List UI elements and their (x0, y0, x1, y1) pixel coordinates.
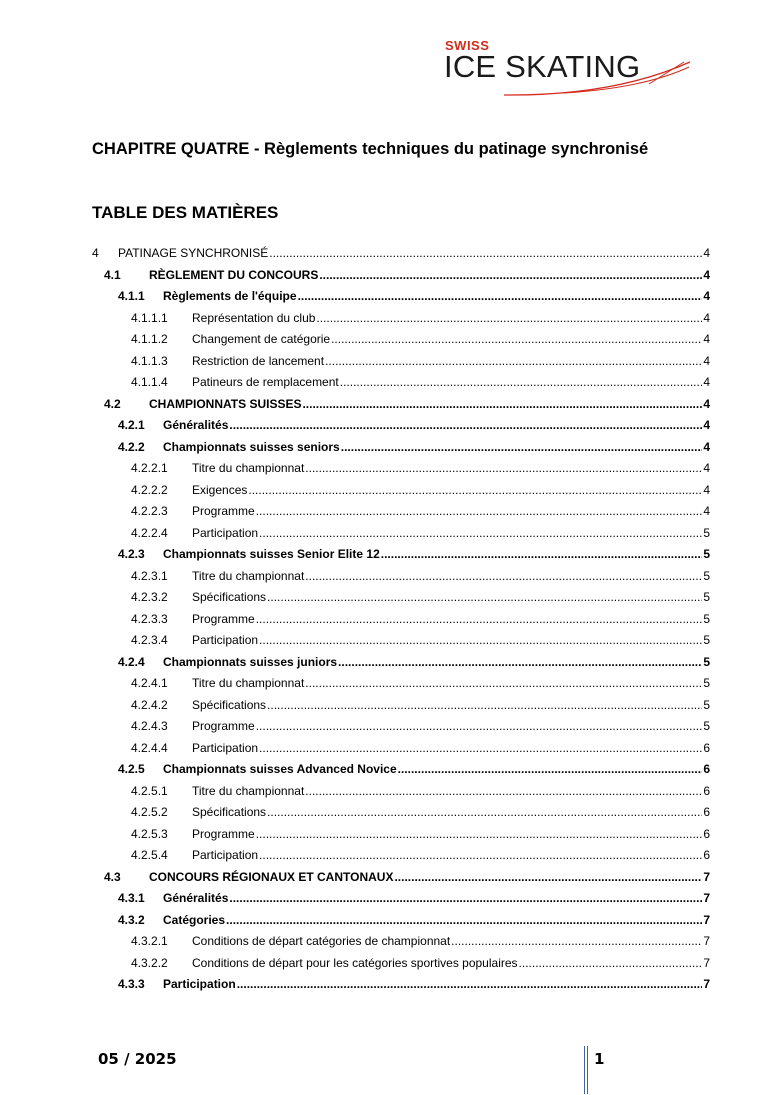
toc-entry[interactable] (118, 759, 710, 779)
toc-entry-number: 4.3.2 (118, 912, 145, 927)
footer-divider (587, 1046, 588, 1094)
logo-ice-skating-text: ICE SKATING (444, 49, 641, 84)
toc-entry[interactable] (131, 824, 710, 844)
toc-entry-page: 4 (703, 504, 710, 518)
toc-entry-page: 4 (703, 375, 710, 389)
toc-entry-page: 6 (703, 826, 710, 841)
toc-entry-page: 5 (703, 654, 710, 669)
footer-page-number: 1 (594, 1050, 605, 1068)
toc-entry[interactable] (118, 888, 710, 908)
toc-entry[interactable] (131, 329, 710, 349)
toc-entry[interactable] (131, 673, 710, 693)
toc-entry[interactable] (118, 437, 710, 457)
toc-entry-number: 4.2.4.2 (131, 697, 168, 712)
toc-entry-title: Titre du championnat (192, 568, 305, 583)
toc-entry[interactable] (131, 845, 710, 865)
toc-entry-number: 4.2.4.4 (131, 740, 168, 755)
toc-entry[interactable] (131, 953, 710, 973)
toc-dot-leader (325, 351, 702, 371)
toc-entry-number: 4.2.3.2 (131, 590, 168, 604)
toc-entry-title: Spécifications (192, 805, 267, 819)
toc-entry-title: Changement de catégorie (192, 332, 331, 346)
toc-entry-page: 6 (703, 762, 710, 776)
toc-dot-leader (398, 759, 703, 779)
toc-dot-leader (305, 458, 702, 478)
toc-dot-leader (229, 888, 702, 908)
toc-entry-number: 4.2.4.3 (131, 719, 168, 733)
toc-entry-page: 5 (703, 568, 710, 583)
toc-entry-page: 4 (703, 267, 710, 282)
toc-entry-number: 4 (92, 246, 99, 260)
toc-entry-title: Restriction de lancement (192, 353, 325, 368)
toc-entry-number: 4.1.1.2 (131, 332, 168, 346)
toc-entry-number: 4.2.4.1 (131, 676, 168, 690)
toc-entry-number: 4.2.2.1 (131, 461, 168, 475)
toc-entry-number: 4.1.1 (118, 289, 145, 303)
toc-entry[interactable] (104, 867, 710, 887)
toc-entry-number: 4.2.2 (118, 439, 145, 454)
toc-entry-page: 5 (703, 590, 710, 604)
toc-entry-page: 7 (703, 955, 710, 970)
toc-entry-title: Titre du championnat (192, 676, 305, 690)
toc-entry-number: 4.2.3 (118, 547, 145, 561)
toc-entry-title: Spécifications (192, 590, 267, 604)
toc-entry[interactable] (131, 566, 710, 586)
toc-entry-page: 7 (703, 912, 710, 927)
chapter-title: CHAPITRE QUATRE - Règlements techniques du patinage synchronisé (92, 140, 649, 158)
toc-dot-leader (319, 265, 702, 285)
toc-entry-page: 4 (703, 310, 710, 325)
toc-entry-number: 4.2.5 (118, 762, 145, 776)
toc-entry-number: 4.3.2.1 (131, 934, 168, 948)
toc-entry-number: 4.2.1 (118, 418, 145, 432)
toc-entry-title: Programme (192, 611, 255, 626)
toc-entry-page: 6 (703, 848, 710, 862)
toc-heading: TABLE DES MATIÈRES (92, 203, 279, 222)
toc-dot-leader (340, 372, 703, 392)
toc-dot-leader (331, 329, 702, 349)
toc-dot-leader (519, 953, 703, 973)
toc-entry-title: Championnats suisses Senior Elite 12 (163, 547, 380, 561)
toc-entry-title: CHAMPIONNATS SUISSES (149, 396, 302, 411)
toc-entry[interactable] (104, 265, 710, 285)
toc-entry-number: 4.1.1.4 (131, 375, 168, 389)
toc-entry-number: 4.2.2.3 (131, 504, 168, 518)
toc-entry-page: 6 (703, 805, 710, 819)
toc-dot-leader (256, 716, 703, 736)
toc-entry-title: PATINAGE SYNCHRONISÉ (118, 246, 269, 260)
toc-entry-page: 4 (703, 396, 710, 411)
toc-entry[interactable] (131, 308, 710, 328)
toc-entry-title: Participation (192, 525, 259, 540)
toc-entry[interactable] (131, 931, 710, 951)
toc-entry-page: 5 (703, 611, 710, 626)
toc-dot-leader (298, 286, 703, 306)
toc-dot-leader (451, 931, 702, 951)
toc-entry-title: Championnats suisses Advanced Novice (163, 762, 397, 776)
logo-swiss-text: SWISS (445, 38, 490, 53)
toc-entry-number: 4.2 (104, 396, 121, 411)
toc-dot-leader (394, 867, 702, 887)
toc-dot-leader (259, 738, 702, 758)
toc-entry[interactable] (131, 351, 710, 371)
toc-dot-leader (341, 437, 703, 457)
toc-entry-title: Programme (192, 826, 255, 841)
toc-entry-page: 5 (703, 719, 710, 733)
toc-entry-page: 5 (703, 547, 710, 561)
toc-dot-leader (226, 910, 702, 930)
toc-entry-number: 4.1 (104, 267, 121, 282)
toc-entry-number: 4.3.2.2 (131, 955, 168, 970)
toc-entry-number: 4.2.5.3 (131, 826, 168, 841)
toc-entry[interactable] (131, 458, 710, 478)
toc-entry-title: Titre du championnat (192, 461, 305, 475)
toc-entry[interactable] (131, 716, 710, 736)
toc-entry-title: Conditions de départ catégories de championnat (192, 934, 451, 948)
toc-dot-leader (259, 523, 702, 543)
toc-entry-title: Conditions de départ pour les catégories sportives populaires (192, 955, 518, 970)
toc-entry[interactable] (118, 544, 710, 564)
toc-entry[interactable] (131, 630, 710, 650)
toc-entry[interactable] (131, 372, 710, 392)
toc-entry-title: Généralités (163, 891, 229, 905)
footer-divider (584, 1046, 585, 1094)
toc-entry-page: 5 (703, 697, 710, 712)
toc-entry-page: 4 (703, 246, 710, 260)
toc-entry-title: Championnats suisses juniors (163, 654, 338, 669)
toc-entry-page: 4 (703, 353, 710, 368)
toc-entry[interactable] (131, 523, 710, 543)
toc-entry-title: Participation (192, 740, 259, 755)
toc-entry-number: 4.1.1.3 (131, 353, 168, 368)
toc-entry-page: 7 (703, 869, 710, 884)
toc-entry[interactable] (131, 480, 710, 500)
toc-entry-page: 7 (703, 934, 710, 948)
toc-dot-leader (259, 630, 702, 650)
toc-entry[interactable] (131, 587, 710, 607)
toc-entry-title: Représentation du club (192, 310, 316, 325)
toc-entry-number: 4.2.2.4 (131, 525, 168, 540)
toc-entry[interactable] (118, 415, 710, 435)
toc-entry-number: 4.2.3.1 (131, 568, 168, 583)
toc-entry-title: Généralités (163, 418, 229, 432)
toc-entry[interactable] (131, 609, 710, 629)
toc-entry-title: Championnats suisses seniors (163, 439, 340, 454)
toc-entry-number: 4.2.3.3 (131, 611, 168, 626)
toc-entry-number: 4.3.3 (118, 977, 145, 991)
toc-entry-title: Catégories (163, 912, 226, 927)
toc-dot-leader (305, 566, 702, 586)
toc-dot-leader (267, 695, 702, 715)
toc-dot-leader (305, 781, 702, 801)
toc-dot-leader (305, 673, 702, 693)
toc-entry-page: 5 (703, 676, 710, 690)
toc-entry[interactable] (131, 802, 710, 822)
toc-entry-page: 7 (703, 891, 710, 905)
toc-entry-page: 6 (703, 783, 710, 798)
toc-dot-leader (256, 501, 703, 521)
toc-entry-number: 4.2.5.1 (131, 783, 168, 798)
toc-dot-leader (237, 974, 703, 994)
toc-entry-title: Règlements de l'équipe (163, 289, 297, 303)
toc-entry-title: Patineurs de remplacement (192, 375, 339, 389)
swiss-ice-skating-logo (444, 38, 694, 100)
toc-entry-title: Participation (163, 977, 236, 991)
toc-entry-number: 4.2.5.2 (131, 805, 168, 819)
toc-dot-leader (248, 480, 702, 500)
toc-entry-title: Titre du championnat (192, 783, 305, 798)
toc-entry-title: Participation (192, 848, 259, 862)
toc-entry[interactable] (104, 394, 710, 414)
toc-dot-leader (259, 845, 702, 865)
toc-dot-leader (381, 544, 703, 564)
toc-entry-number: 4.3.1 (118, 891, 145, 905)
toc-entry-title: Programme (192, 719, 255, 733)
toc-entry-page: 5 (703, 633, 710, 647)
toc-entry[interactable] (131, 501, 710, 521)
toc-entry[interactable] (118, 286, 710, 306)
toc-entry-title: Participation (192, 633, 259, 647)
toc-dot-leader (229, 415, 702, 435)
toc-entry-page: 4 (703, 439, 710, 454)
toc-dot-leader (267, 802, 702, 822)
toc-dot-leader (256, 609, 703, 629)
toc-entry[interactable] (131, 695, 710, 715)
toc-entry-page: 4 (703, 418, 710, 432)
toc-entry[interactable] (131, 738, 710, 758)
toc-entry-page: 5 (703, 525, 710, 540)
toc-entry-number: 4.2.5.4 (131, 848, 168, 862)
toc-dot-leader (338, 652, 702, 672)
toc-entry[interactable] (118, 974, 710, 994)
footer-date: 05 / 2025 (98, 1050, 177, 1068)
toc-entry-title: Spécifications (192, 697, 267, 712)
toc-dot-leader (267, 587, 702, 607)
toc-entry-page: 4 (703, 332, 710, 346)
toc-entry-title: CONCOURS RÉGIONAUX ET CANTONAUX (149, 869, 394, 884)
toc-entry-title: Exigences (192, 482, 248, 497)
toc-entry[interactable] (118, 910, 710, 930)
logo-swoosh-icon (444, 38, 694, 100)
toc-entry-page: 6 (703, 740, 710, 755)
toc-dot-leader (302, 394, 702, 414)
toc-dot-leader (256, 824, 703, 844)
toc-entry-number: 4.2.3.4 (131, 633, 168, 647)
toc-dot-leader (316, 308, 702, 328)
toc-entry-number: 4.1.1.1 (131, 310, 168, 325)
toc-entry-page: 4 (703, 289, 710, 303)
toc-entry-page: 4 (703, 461, 710, 475)
toc-entry[interactable] (131, 781, 710, 801)
toc-entry[interactable] (92, 243, 710, 263)
toc-entry-title: RÈGLEMENT DU CONCOURS (149, 267, 319, 282)
toc-entry[interactable] (118, 652, 710, 672)
toc-entry-title: Programme (192, 504, 255, 518)
toc-entry-number: 4.2.2.2 (131, 482, 168, 497)
toc-entry-page: 4 (703, 482, 710, 497)
toc-dot-leader (269, 243, 702, 263)
toc-entry-number: 4.2.4 (118, 654, 145, 669)
toc-entry-number: 4.3 (104, 869, 121, 884)
toc-entry-page: 7 (703, 977, 710, 991)
